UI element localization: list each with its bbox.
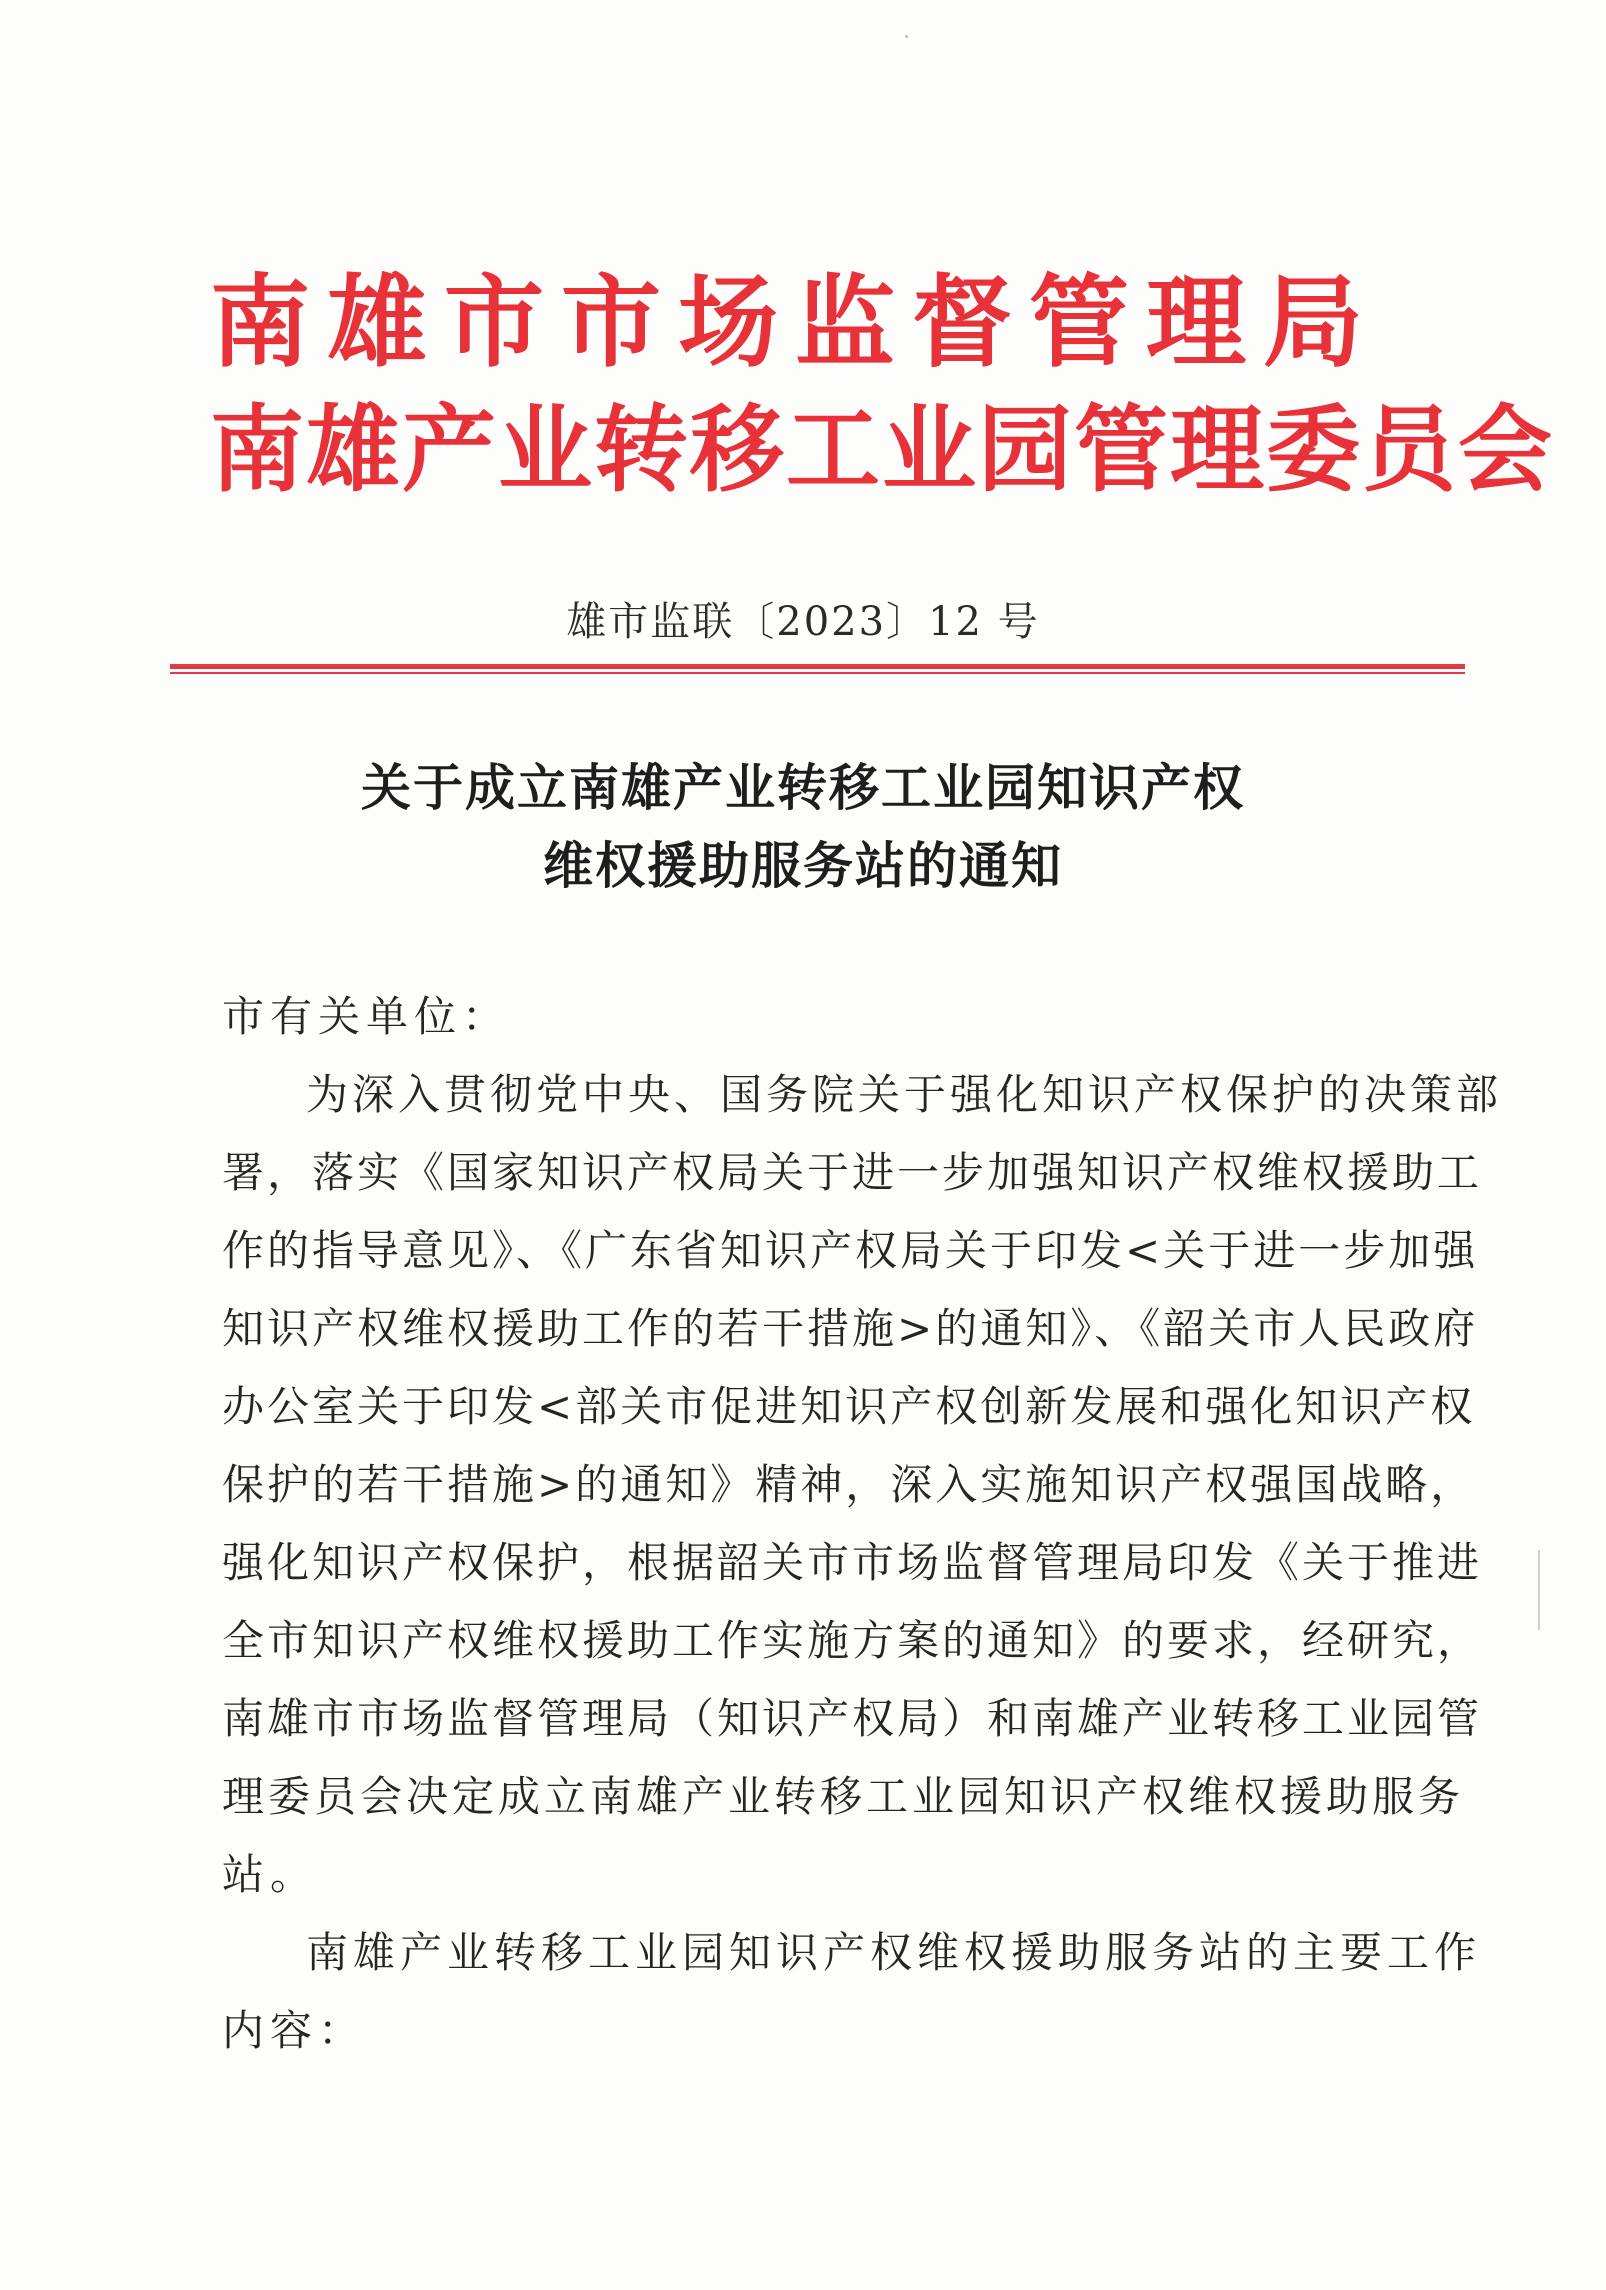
body-line: 为深入贯彻党中央、国务院关于强化知识产权保护的决策部 [306, 1070, 1503, 1119]
notice-title-line-1: 关于成立南雄产业转移工业园知识产权 [361, 759, 1245, 817]
body-line: 强化知识产权保护，根据韶关市市场监督管理局印发《关于推进 [222, 1538, 1483, 1587]
body-line: 南雄市市场监督管理局（知识产权局）和南雄产业转移工业园管 [222, 1694, 1483, 1743]
issuer-header-line-2: 南雄产业转移工业园管理委员会 [210, 395, 1555, 505]
body-line: 南雄产业转移工业园知识产权维权援助服务站的主要工作 [306, 1928, 1482, 1977]
body-salutation: 市有关单位： [222, 992, 511, 1041]
scan-margin-mark [1538, 1550, 1540, 1630]
body-line: 作的指导意见》、《广东省知识产权局关于印发<关于进一步加强 [222, 1226, 1479, 1275]
red-divider [170, 664, 1465, 676]
red-divider-thin [170, 672, 1465, 674]
body-line: 全市知识产权维权援助工作实施方案的通知》的要求，经研究， [222, 1616, 1483, 1665]
body-line: 理委员会决定成立南雄产业转移工业园知识产权维权援助服务 [222, 1772, 1465, 1821]
body-line: 内容： [222, 2006, 367, 2055]
body-line: 办公室关于印发<部关市促进知识产权创新发展和强化知识产权 [222, 1382, 1476, 1431]
scan-speck [905, 35, 908, 38]
body-line: 保护的若干措施>的通知》精神，深入实施知识产权强国战略， [222, 1460, 1476, 1509]
red-divider-thick [170, 664, 1465, 669]
issuer-header-line-1: 南雄市市场监督管理局 [210, 263, 1380, 381]
document-number: 雄市监联〔2023〕12 号 [566, 599, 1040, 645]
body-line: 知识产权维权援助工作的若干措施>的通知》、《韶关市人民政府 [222, 1304, 1479, 1353]
body-line: 署，落实《国家知识产权局关于进一步加强知识产权维权援助工 [222, 1148, 1483, 1197]
body-line: 站。 [222, 1850, 319, 1899]
notice-title-line-2: 维权援助服务站的通知 [543, 837, 1063, 895]
